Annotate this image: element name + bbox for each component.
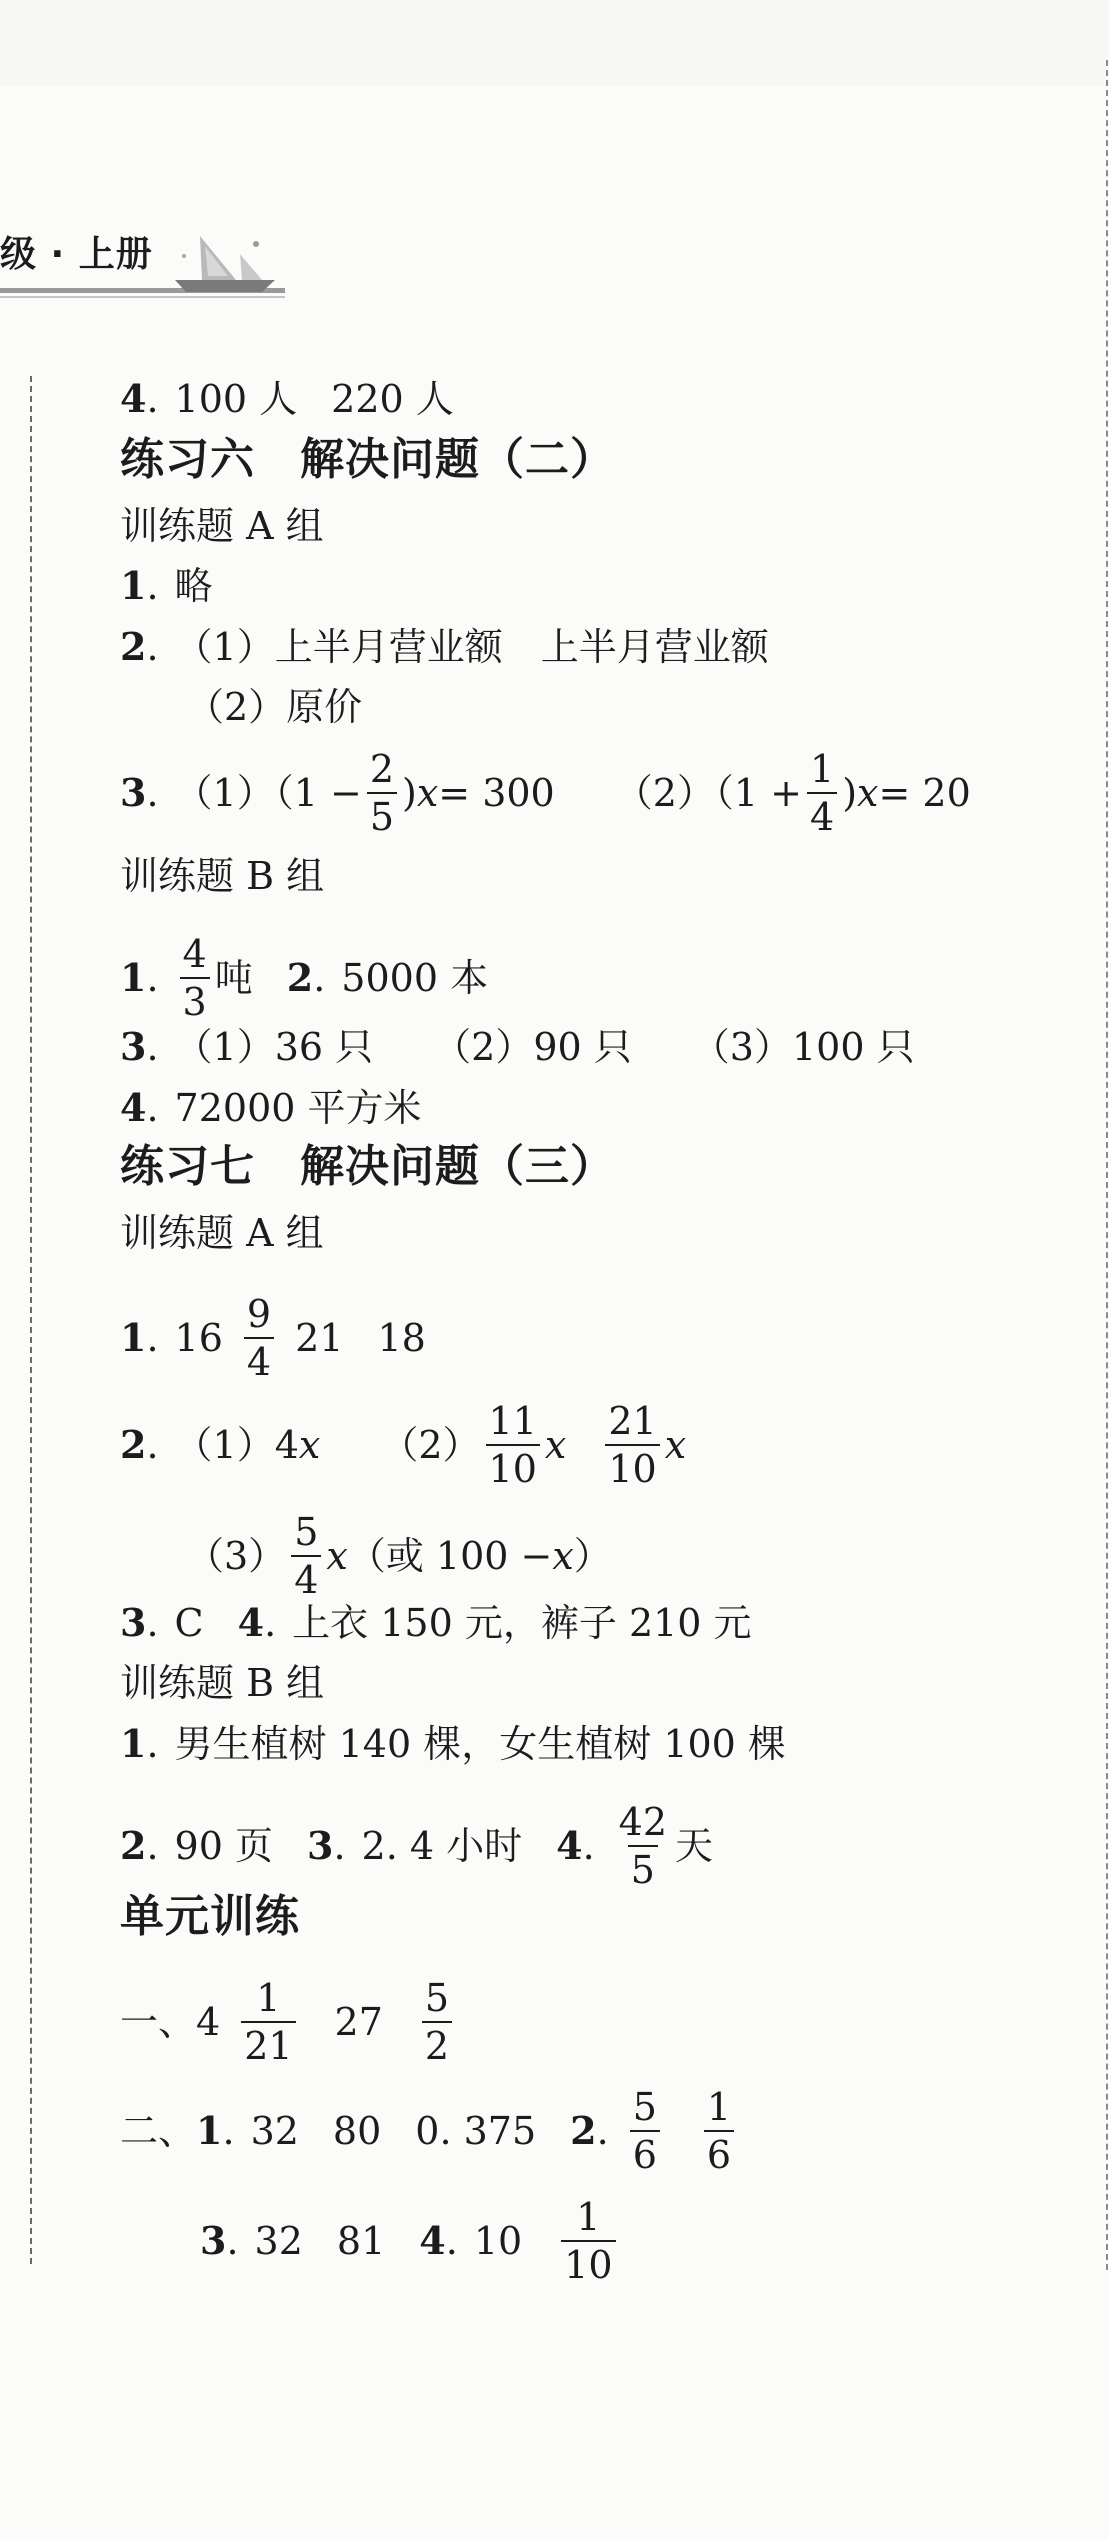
answer-text: （1）上半月营业额 上半月营业额 [174, 625, 769, 669]
answer-line: 3 . C 4 . 上衣 150 元，裤子 210 元 [120, 1600, 752, 1645]
answer-line: 一、4 $\frac{1}{21}$ 27 $\frac{5}{2}$ [120, 1979, 457, 2065]
item-number: 2 [120, 624, 147, 669]
answer-line: （3） $\frac{5}{4}$ x （或 100 − x ） [186, 1510, 612, 1602]
answer-line: 3 . 32 81 4 . 10 $\frac{1}{10}$ [200, 2198, 621, 2284]
fraction: $\frac{9}{4}$ [244, 1295, 274, 1381]
subsection-label: 训练题 A 组 [120, 1211, 324, 1255]
answer-line: 4 . 100 人 220 人 [120, 376, 454, 421]
fraction: $\frac{2}{5}$ [367, 750, 397, 836]
item-number: 2 [570, 2108, 597, 2153]
fraction: $\frac{4}{3}$ [180, 935, 210, 1021]
answer-line: 1 . 略 [120, 563, 213, 608]
answer-text: 220 人 [331, 377, 454, 421]
right-dashed-divider [1106, 60, 1108, 2270]
fraction: $\frac{1}{6}$ [704, 2088, 734, 2174]
item-number: 2 [120, 1422, 147, 1467]
item-number: 1 [120, 955, 147, 1000]
item-number: 3 [120, 770, 147, 815]
fraction: $\frac{5}{2}$ [422, 1979, 452, 2065]
fraction: $\frac{21}{10}$ [605, 1402, 659, 1488]
answer-text: （1）（1 − [174, 771, 362, 815]
answer-text: （2）（1 + [614, 771, 803, 815]
item-number: 3 [120, 1600, 147, 1645]
answer-line: （2）原价 [186, 685, 363, 729]
item-number: 4 [120, 376, 147, 421]
answer-text: 略 [174, 564, 213, 608]
item-number: 1 [120, 563, 147, 608]
header-title: 级 · 上册 [0, 234, 153, 275]
answer-text: 5000 本 [341, 956, 489, 1000]
subsection-label: 训练题 B 组 [120, 1661, 325, 1705]
fraction: $\frac{1}{10}$ [561, 2198, 615, 2284]
answer-line: 3 . （1）（1 − $\frac{2}{5}$ ) x = 300 （2）（1 + $\frac{1}{4}$ ) x = 20 [120, 747, 971, 839]
item-number: 3 [200, 2218, 227, 2263]
item-number: 4 [237, 1600, 265, 1645]
fraction: $\frac{5}{4}$ [291, 1513, 321, 1599]
subsection-label: 训练题 A 组 [120, 504, 324, 548]
fraction: $\frac{42}{5}$ [618, 1800, 668, 1892]
answer-line: 1 . 男生植树 140 棵，女生植树 100 棵 [120, 1721, 786, 1766]
section-heading: 练习七 解决问题（三） [120, 1141, 615, 1192]
item-number: 1 [196, 2108, 223, 2153]
answer-line: 4 . 72000 平方米 [120, 1085, 422, 1130]
fraction: $\frac{11}{10}$ [486, 1402, 540, 1488]
item-number: 4 [419, 2218, 446, 2263]
item-number: 1 [120, 1315, 147, 1360]
item-number: 2 [286, 955, 314, 1000]
item-number: 4 [556, 1823, 583, 1868]
section-heading: 练习六 解决问题（二） [120, 434, 615, 485]
left-dashed-divider [30, 376, 32, 2264]
item-number: 3 [120, 1024, 147, 1069]
fraction: $\frac{5}{6}$ [630, 2088, 660, 2174]
fraction: $\frac{1}{4}$ [807, 750, 837, 836]
answer-line: 1 . 16 $\frac{9}{4}$ 21 18 [120, 1292, 426, 1384]
answer-line: 3 . （1）36 只 （2）90 只 （3）100 只 [120, 1024, 915, 1069]
item-number: 1 [120, 1721, 147, 1766]
answer-text: 男生植树 140 棵，女生植树 100 棵 [174, 1722, 786, 1766]
answer-line: 2 . （1）4 x （2） $\frac{11}{10}$ x $\frac{21}{10}$ x [120, 1399, 687, 1491]
answer-text: 100 人 [174, 377, 298, 421]
page-top-margin [0, 0, 1109, 86]
item-number: 4 [120, 1085, 147, 1130]
section-heading: 单元训练 [120, 1891, 300, 1942]
answer-line: 2 . 90 页 3 . 2. 4 小时 4 . $\frac{42}{5}$ 天 [120, 1800, 714, 1892]
answer-line: 二、 1 . 32 80 0. 375 2 . $\frac{5}{6}$ $\frac{1}{6}$ [120, 2088, 739, 2174]
fraction: $\frac{1}{21}$ [241, 1979, 295, 2065]
subsection-label: 训练题 B 组 [120, 854, 325, 898]
item-number: 3 [306, 1823, 334, 1868]
answer-line: 2 . （1）上半月营业额 上半月营业额 [120, 624, 769, 669]
answer-line: 1 . $\frac{4}{3}$ 吨 2 . 5000 本 [120, 932, 489, 1024]
answer-text: 72000 平方米 [174, 1086, 422, 1130]
item-number: 2 [120, 1823, 147, 1868]
